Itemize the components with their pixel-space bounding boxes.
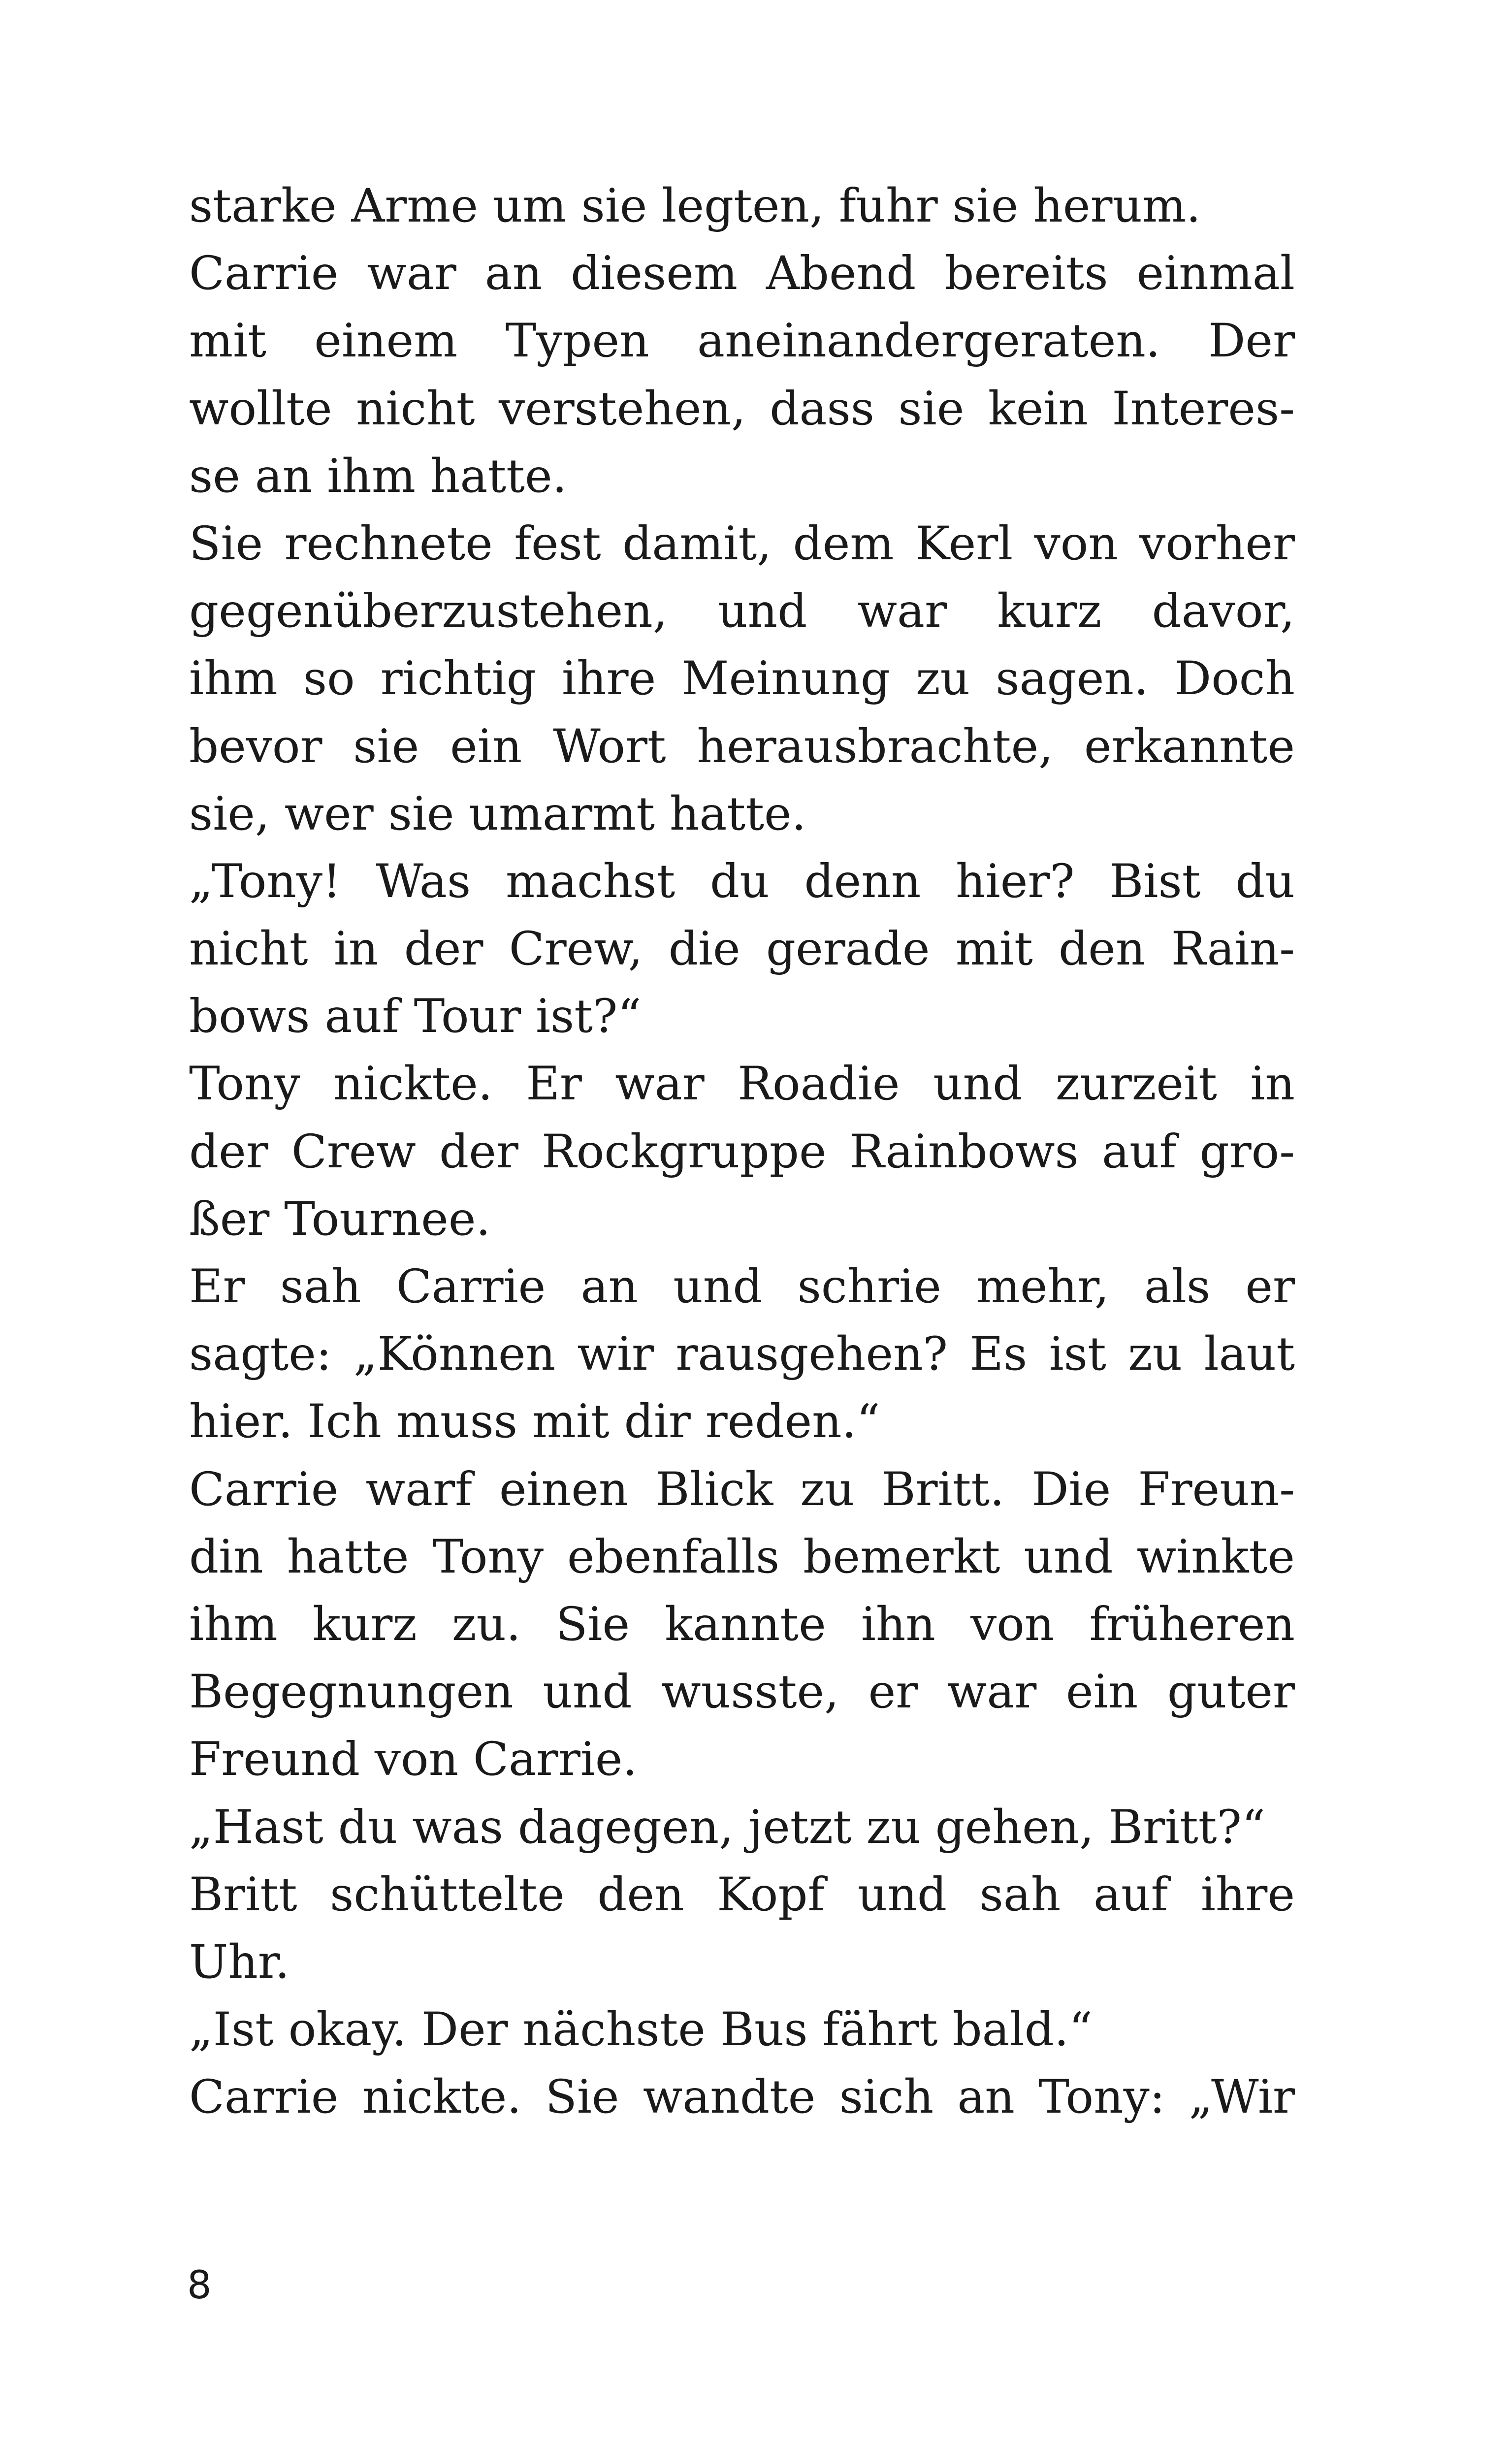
text-line: bevor sie ein Wort herausbrachte, erkannte: [189, 719, 1295, 773]
text-line: sie, wer sie umarmt hatte.: [189, 787, 806, 841]
text-line: starke Arme um sie legten, fuhr sie herum.: [189, 179, 1201, 233]
text-line: wollte nicht verstehen, dass sie kein Interes-: [189, 382, 1295, 436]
text-line: ihm kurz zu. Sie kannte ihn von früheren: [189, 1597, 1295, 1651]
text-line: Carrie warf einen Blick zu Britt. Die Freun-: [189, 1462, 1295, 1516]
text-line: Britt schüttelte den Kopf und sah auf ihre: [189, 1867, 1295, 1922]
text-line: mit einem Typen aneinandergeraten. Der: [189, 314, 1295, 368]
text-line: „Ist okay. Der nächste Bus fährt bald.“: [189, 2003, 1093, 2057]
text-line: der Crew der Rockgruppe Rainbows auf gro-: [189, 1125, 1295, 1179]
text-line: Tony nickte. Er war Roadie und zurzeit in: [189, 1057, 1295, 1111]
text-line: Freund von Carrie.: [189, 1733, 638, 1787]
text-line: bows auf Tour ist?“: [189, 990, 642, 1044]
page-number: 8: [187, 2263, 212, 2308]
body-text: [189, 172, 1295, 2131]
text-line: Uhr.: [189, 1935, 290, 1989]
text-line: se an ihm hatte.: [189, 449, 567, 503]
text-line: „Tony! Was machst du denn hier? Bist du: [189, 854, 1295, 908]
text-line: din hatte Tony ebenfalls bemerkt und winkte: [189, 1530, 1295, 1584]
text-line: Er sah Carrie an und schrie mehr, als er: [189, 1260, 1295, 1314]
text-line: nicht in der Crew, die gerade mit den Rain-: [189, 922, 1295, 976]
text-line: ßer Tournee.: [189, 1192, 491, 1246]
text-line: ihm so richtig ihre Meinung zu sagen. Doch: [189, 652, 1295, 706]
text-line: hier. Ich muss mit dir reden.“: [189, 1395, 880, 1449]
text-line: Carrie nickte. Sie wandte sich an Tony: „Wir: [189, 2070, 1295, 2124]
text-line: Sie rechnete fest damit, dem Kerl von vorher: [189, 516, 1295, 571]
text-line: Carrie war an diesem Abend bereits einmal: [189, 247, 1295, 301]
text-line: sagte: „Können wir rausgehen? Es ist zu laut: [189, 1327, 1295, 1382]
text-line: gegenüberzustehen, und war kurz davor,: [189, 584, 1295, 639]
text-line: Begegnungen und wusste, er war ein guter: [189, 1665, 1295, 1719]
text-line: „Hast du was dagegen, jetzt zu gehen, Britt?“: [189, 1800, 1265, 1854]
